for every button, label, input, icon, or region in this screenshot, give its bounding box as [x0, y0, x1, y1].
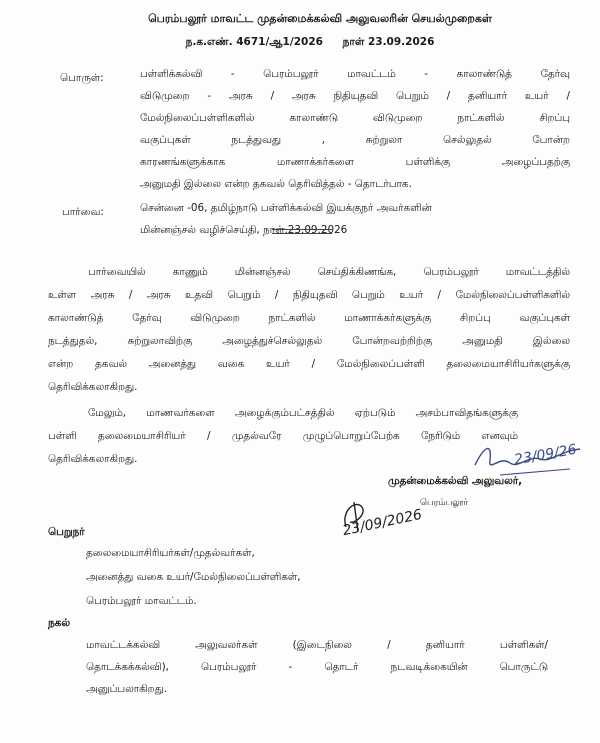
body-line: பார்வையில் காணும் மின்னஞ்சல் செய்திக்கிணங்க, பெரம்பலூர் மாவட்டத்தில்	[88, 266, 570, 278]
subject-label: பொருள்:	[60, 72, 104, 84]
body-paragraph-2	[48, 402, 518, 471]
body-line: காலாண்டுத் தேர்வு விடுமுறை நாட்களில் மாணாக்கர்களுக்கு சிறப்பு வகுப்புகள்	[48, 312, 570, 324]
body-paragraph-1	[48, 261, 570, 399]
signatory-place: பெரம்பலூர்	[420, 498, 469, 508]
copy-text	[86, 634, 548, 700]
body-line: என்ற தகவல் அனைத்து வகை உயர் / மேல்நிலைப்பள்ளி தலைமையாசிரியர்களுக்கு	[48, 358, 570, 370]
separator-rule	[272, 229, 332, 234]
copy-line: தொடக்கக்கல்வி), பெரம்பலூர் - தொடர் நடவடிக்கையின் பொருட்டு	[86, 661, 548, 673]
recipient-line: தலைமையாசிரியர்கள்/முதல்வர்கள்,	[86, 547, 255, 559]
reference-line-text: மின்னஞ்சல் வழிச்செய்தி, நாள்.23.09.2026	[140, 224, 348, 236]
reference-label: பார்வை:	[62, 206, 104, 218]
body-line: தெரிவிக்கலாகிறது.	[48, 453, 138, 465]
subject-line: வகுப்புகள் நடத்துவது , சுற்றுலா செல்லுதல் போன்ற	[140, 134, 570, 146]
reference-text	[140, 197, 570, 241]
copy-line: மாவட்டக்கல்வி அலுவலர்கள் (இடைநிலை / தனியார் பள்ளிகள்/	[86, 639, 548, 651]
body-line: மேலும், மாணவர்களை அழைக்கும்பட்சத்தில் ஏற்படும் அசம்பாவிதங்களுக்கு	[88, 407, 518, 419]
subject-line: விடுமுறை - அரசு / அரசு நிதியுதவி பெறும் / தனியார் உயர் /	[140, 90, 570, 102]
reference-number: ந.க.எண். 4671/ஆ1/2026	[185, 36, 323, 48]
subject-line: பள்ளிக்கல்வி - பெரம்பலூர் மாவட்டம் - காலாண்டுத் தேர்வு	[140, 68, 570, 80]
reference-line-text: சென்னை -06, தமிழ்நாடு பள்ளிக்கல்வி இயக்குநர் அவர்களின்	[140, 202, 432, 214]
body-line: உள்ள அரசு / அரசு உதவி பெறும் / நிதியுதவி பெறும் உயர் / மேல்நிலைப்பள்ளிகளில்	[48, 289, 570, 301]
handwritten-date-2: 23/09/2026	[341, 506, 424, 540]
subject-text	[140, 63, 570, 195]
handwritten-date-1: 23/09/26	[513, 441, 578, 469]
document-title: பெரம்பலூர் மாவட்ட முதன்மைக்கல்வி அலுவலரின் செயல்முறைகள்	[148, 12, 492, 25]
body-line: நடத்துதல், சுற்றுலாவிற்கு அழைத்துச்செல்லுதல் போன்றவற்றிற்கு அனுமதி இல்லை	[48, 335, 570, 347]
signatory-designation: முதன்மைக்கல்வி அலுவலர்,	[388, 475, 523, 487]
copy-line: அனுப்பலாகிறது.	[86, 683, 168, 695]
body-line: பள்ளி தலைமையாசிரியர் / முதல்வரே முழுப்பொறுப்பேற்க நேரிடும் எனவும்	[48, 430, 518, 442]
body-line: தெரிவிக்கலாகிறது.	[48, 381, 138, 393]
subject-line: மேல்நிலைப்பள்ளிகளில் காலாண்டு விடுமுறை நாட்களில் சிறப்பு	[140, 112, 570, 124]
recipients-heading: பெறுநர்	[48, 526, 85, 538]
subject-line: அனுமதி இல்லை என்ற தகவல் தெரிவித்தல் - தொடர்பாக.	[140, 178, 412, 190]
subject-line: காரணங்களுக்காக மாணாக்கர்களை பள்ளிக்கு அழைப்பதற்கு	[140, 156, 570, 168]
recipient-line: பெரம்பலூர் மாவட்டம்.	[86, 595, 197, 607]
recipient-line: அனைத்து வகை உயர்/மேல்நிலைப்பள்ளிகள்,	[86, 571, 301, 583]
reference-line	[100, 36, 520, 49]
copy-heading: நகல்	[48, 617, 70, 629]
date-label: நாள்	[342, 36, 365, 48]
date-value: 23.09.2026	[367, 36, 435, 48]
